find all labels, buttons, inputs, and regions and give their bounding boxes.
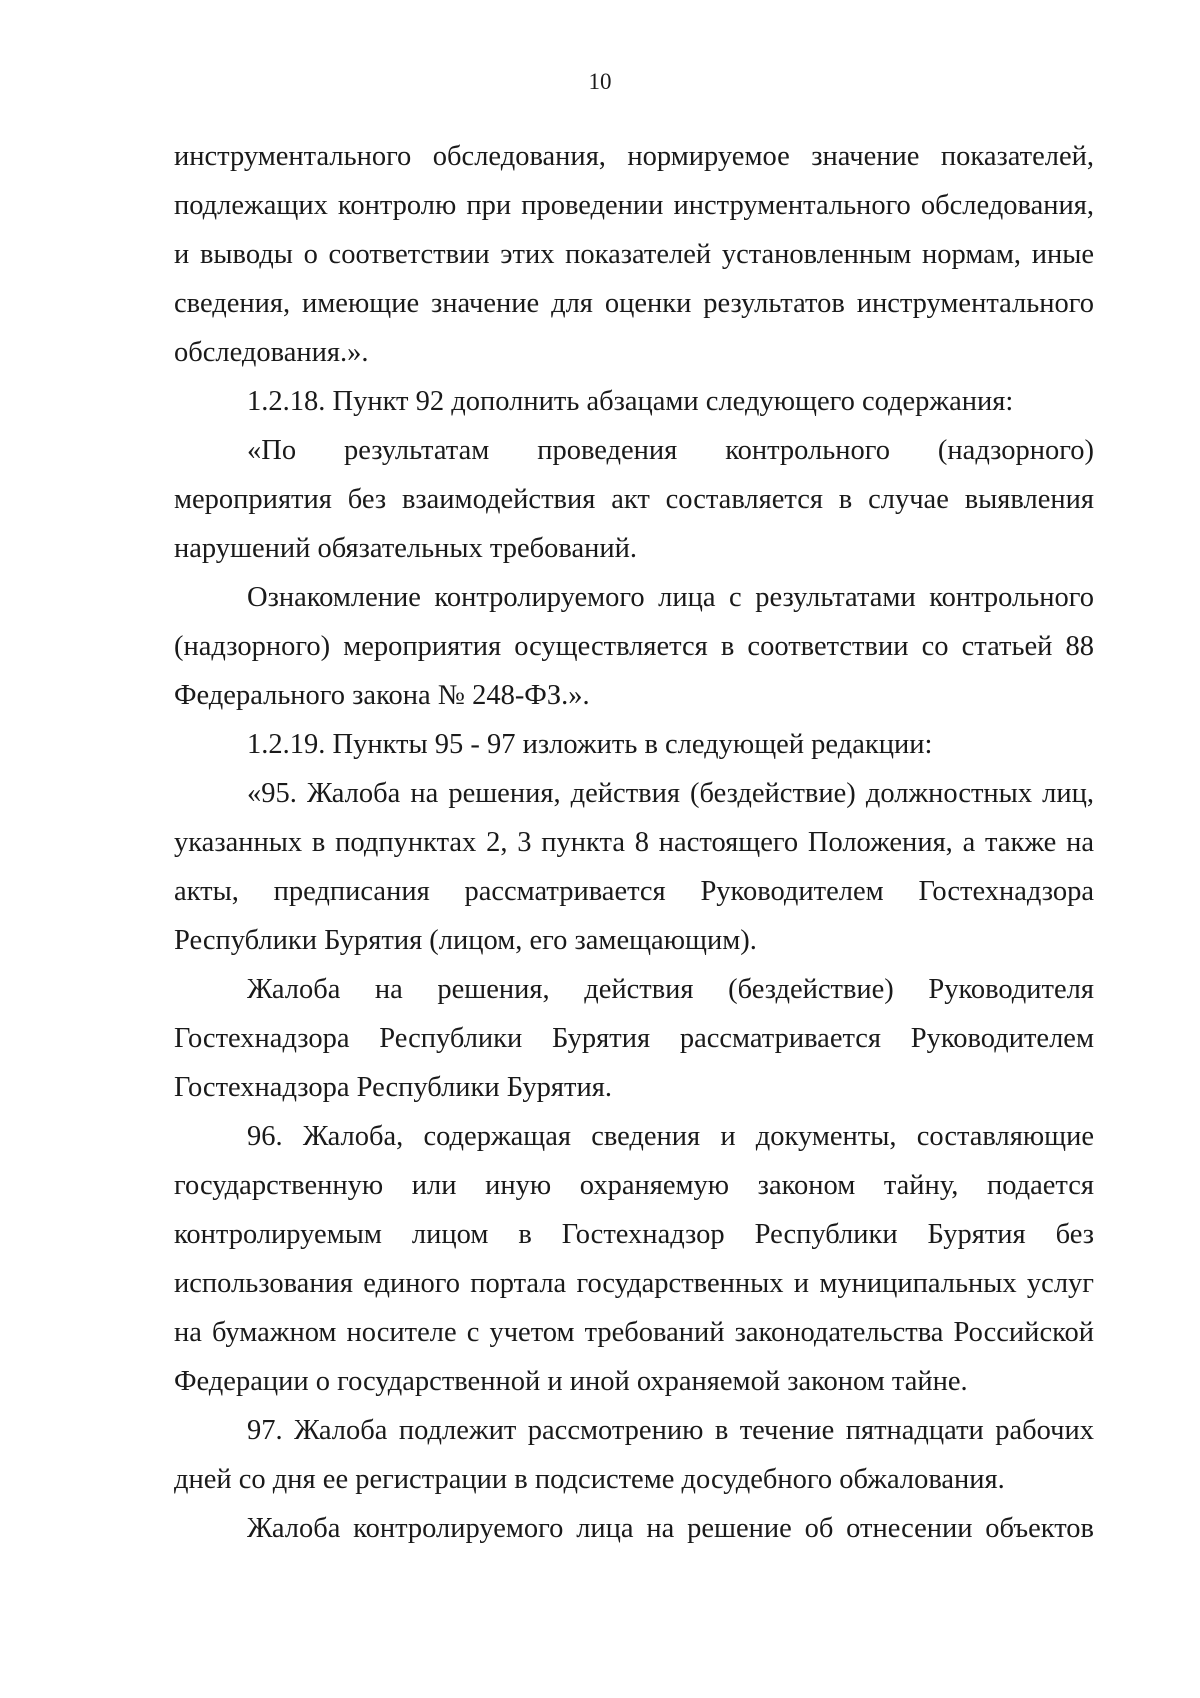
paragraph-familiarization: Ознакомление контролируемого лица с результатами контрольного (надзорного) мероприятия осуществляется в соответствии со статьей 88 Федерального закона № 248-ФЗ.».: [174, 582, 1094, 711]
document-body: [174, 132, 1094, 1553]
paragraph-complaint-head: Жалоба на решения, действия (бездействие) Руководителя Гостехнадзора Республики Бурятия рассматривается Руководителем Гостехнадзора Республики Бурятия.: [174, 974, 1094, 1103]
paragraph-item-95: «95. Жалоба на решения, действия (бездействие) должностных лиц, указанных в подпунктах 2, 3 пункта 8 настоящего Положения, а также на акты, предписания рассматривается Руководителем Гостехнадзора Республики Бурятия (лицом, его замещающим).: [174, 778, 1094, 956]
paragraph-amendment-1-2-18: 1.2.18. Пункт 92 дополнить абзацами следующего содержания:: [247, 386, 1014, 417]
page-number: 10: [588, 69, 612, 94]
paragraph-amendment-1-2-19: 1.2.19. Пункты 95 - 97 изложить в следующей редакции:: [247, 729, 933, 760]
paragraph-continuation: инструментального обследования, нормируемое значение показателей, подлежащих контролю при проведении инструментального обследования, и выводы о соответствии этих показателей установленным нормам, иные сведения, имеющие значение для оценки результатов инструментального обследования.».: [174, 141, 1094, 368]
paragraph-complaint-objects: Жалоба контролируемого лица на решение об отнесении объектов: [247, 1513, 1094, 1544]
paragraph-item-96: 96. Жалоба, содержащая сведения и документы, составляющие государственную или иную охраняемую законом тайну, подается контролируемым лицом в Гостехнадзор Республики Бурятия без использования единого портала государственных и муниципальных услуг на бумажном носителе с учетом требований законодательства Российской Федерации о государственной и иной охраняемой законом тайне.: [174, 1121, 1094, 1397]
paragraph-item-97: 97. Жалоба подлежит рассмотрению в течение пятнадцати рабочих дней со дня ее регистрации в подсистеме досудебного обжалования.: [174, 1415, 1094, 1495]
paragraph-act-without-interaction: «По результатам проведения контрольного (надзорного) мероприятия без взаимодействия акт составляется в случае выявления нарушений обязательных требований.: [174, 435, 1094, 564]
